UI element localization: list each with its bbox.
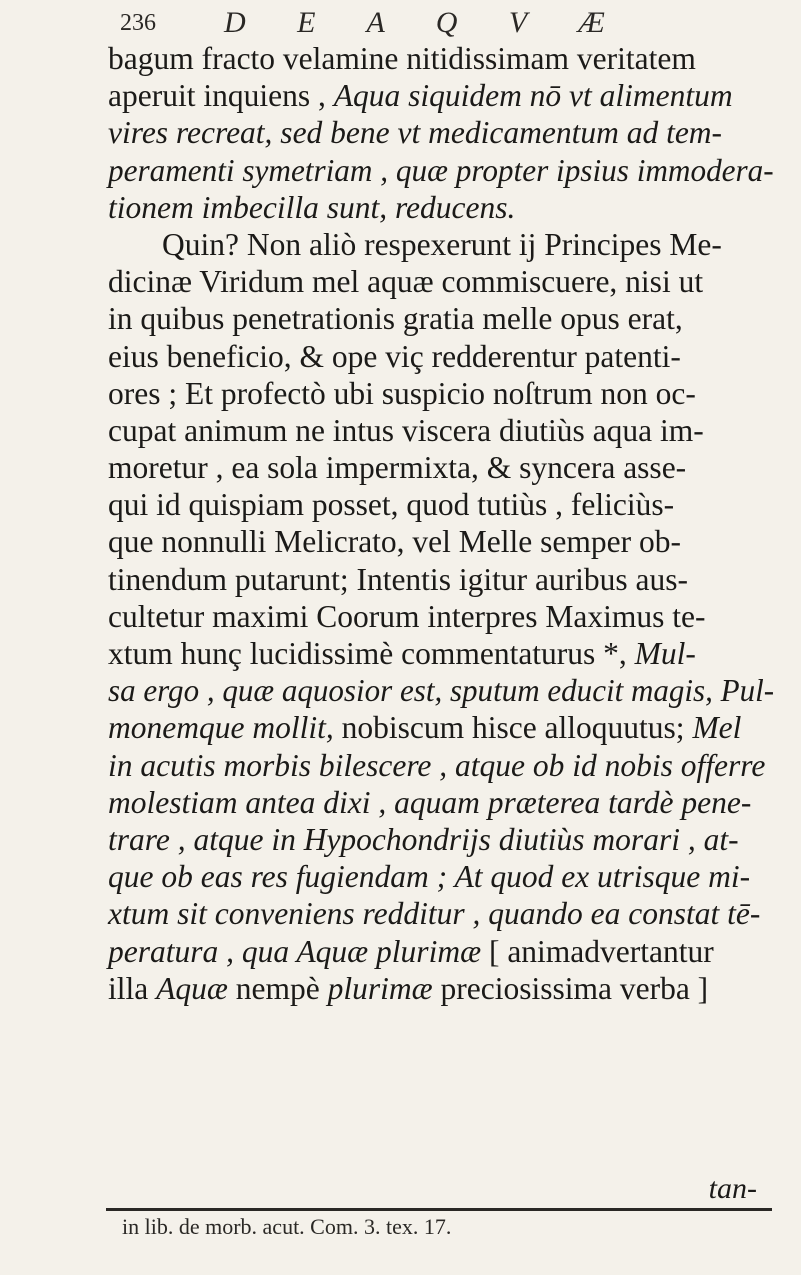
text-line <box>108 40 774 77</box>
text-line <box>108 635 774 672</box>
italic-text: in acutis morbis bilescere , atque ob id nobis offerre <box>108 747 766 783</box>
roman-text: eius beneficio, & ope viç redderentur patenti- <box>108 338 681 374</box>
text-line <box>108 300 774 337</box>
italic-text: sa ergo , quæ aquosior est, sputum educit magis, Pul- <box>108 673 775 709</box>
text-line <box>108 821 774 858</box>
roman-text: bagum fracto velamine nitidissimam veritatem <box>108 41 696 76</box>
italic-text: monemque mollit, <box>108 710 342 746</box>
roman-text: cupat animum ne intus viscera diutiùs aqua im- <box>108 412 704 448</box>
text-line <box>108 561 774 598</box>
footnote: in lib. de morb. acut. Com. 3. tex. 17. <box>122 1214 452 1239</box>
text-line <box>108 895 774 932</box>
running-title: D E A Q V Æ <box>224 6 627 39</box>
italic-text: molestiam antea dixi , aquam præterea tardè pene- <box>108 784 752 820</box>
page-header <box>106 4 766 44</box>
text-line <box>108 858 774 895</box>
text-line <box>108 226 774 263</box>
italic-text: xtum sit conveniens redditur , quando ea constat tē- <box>108 896 761 932</box>
text-line <box>108 523 774 560</box>
italic-text: peratura , qua Aquæ plurimæ <box>108 933 489 969</box>
italic-text: Aqua siquidem nō vt alimentum <box>333 78 733 114</box>
catchword: tan- <box>708 1172 757 1205</box>
text-line <box>108 672 775 709</box>
roman-text: in quibus penetrationis gratia melle opus erat, <box>108 301 683 337</box>
page-number: 236 <box>120 10 156 36</box>
text-line <box>108 709 774 746</box>
italic-text: vires recreat, sed bene vt medicamentum ad tem- <box>108 115 723 151</box>
text-line <box>108 747 774 784</box>
footnote-rule <box>106 1208 772 1211</box>
italic-text: Aquæ <box>156 970 236 1006</box>
italic-text: que ob eas res fugiendam ; At quod ex utrisque mi- <box>108 859 751 895</box>
roman-text: preciosissima verba ] <box>440 970 709 1006</box>
text-line <box>108 189 774 226</box>
text-line <box>108 449 774 486</box>
roman-text: tinendum putarunt; Intentis igitur auribus aus- <box>108 561 689 597</box>
italic-text: Mel <box>692 710 742 746</box>
text-line <box>108 263 774 300</box>
roman-text: [ animadvertantur <box>488 933 714 969</box>
roman-text: nobiscum hisce alloquutus; <box>341 710 693 746</box>
italic-text: Mul- <box>634 636 696 671</box>
italic-text: plurimæ <box>327 970 441 1006</box>
text-line <box>108 784 774 821</box>
roman-text: dicinæ Viridum mel aquæ commiscuere, nisi ut <box>108 264 704 300</box>
roman-text: que nonnulli Melicrato, vel Melle semper ob- <box>108 524 681 560</box>
roman-text: nempè <box>235 970 328 1006</box>
roman-text: ores ; Et profectò ubi suspicio noſtrum non oc- <box>108 375 696 411</box>
roman-text: moretur , ea sola impermixta, & syncera asse- <box>108 450 687 486</box>
text-line <box>108 412 774 449</box>
roman-text: cultetur maximi Coorum interpres Maximus te- <box>108 598 706 634</box>
text-line <box>108 486 774 523</box>
text-line <box>108 375 774 412</box>
text-line <box>108 598 774 635</box>
roman-text: qui id quispiam posset, quod tutiùs , feliciùs- <box>108 487 675 523</box>
italic-text: trare , atque in Hypochondrijs diutiùs morari , at- <box>108 821 739 857</box>
roman-text: Quin? Non aliò respexerunt ij Principes Me- <box>162 226 722 262</box>
text-line <box>108 933 774 970</box>
text-line <box>108 338 774 375</box>
italic-text: tionem imbecilla sunt, reducens. <box>108 189 516 225</box>
body-text <box>108 40 774 1007</box>
text-line <box>108 970 774 1007</box>
text-line <box>108 114 774 151</box>
roman-text: xtum hunç lucidissimè commentaturus *, <box>108 636 635 671</box>
text-line <box>108 152 774 189</box>
roman-text: illa <box>108 970 157 1006</box>
roman-text: aperuit inquiens , <box>108 78 334 114</box>
text-line <box>108 77 774 114</box>
italic-text: peramenti symetriam , quæ propter ipsius immodera- <box>108 152 774 188</box>
